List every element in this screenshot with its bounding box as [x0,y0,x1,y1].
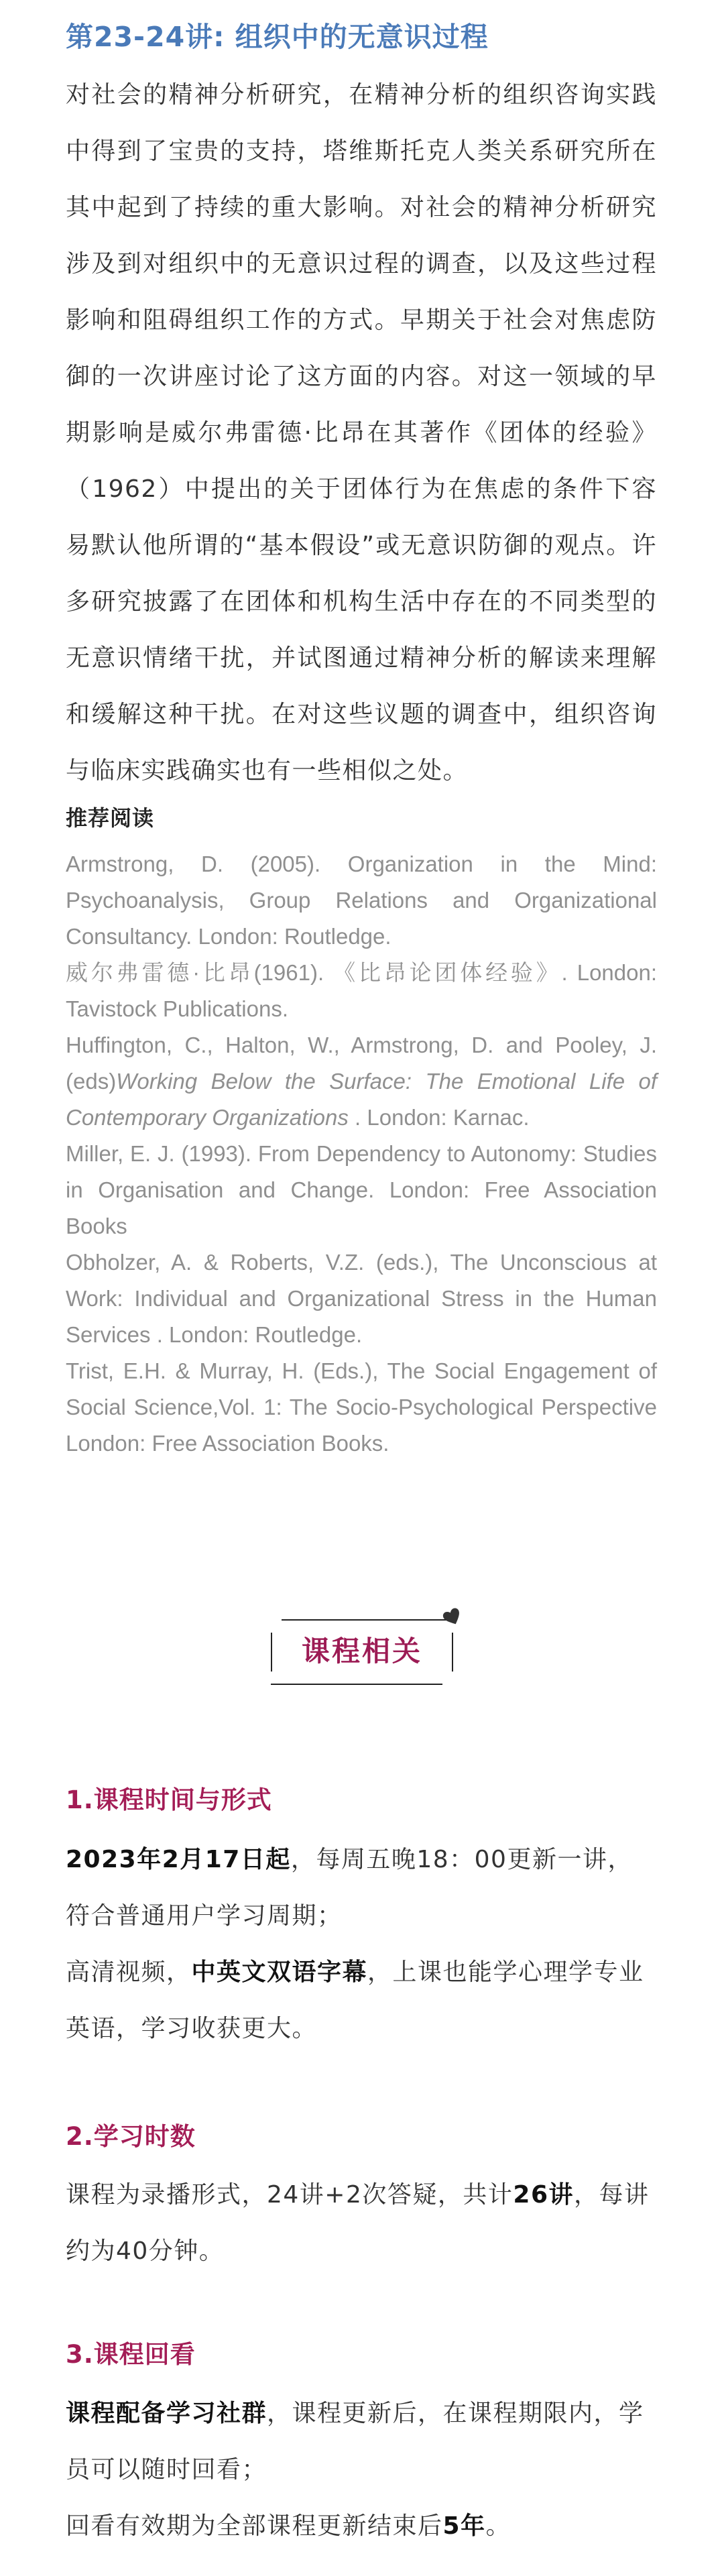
course-section-title: 课程相关 [301,1635,422,1667]
validity-text: 回看有效期为全部课程更新结束后 [66,2512,443,2540]
subtitle-feature: 中英文双语字幕 [191,1958,368,1986]
validity-years: 5年 [442,2512,486,2540]
lecture-description: 对社会的精神分析研究，在精神分析的组织咨询实践中得到了宝贵的支持，塔维斯托克人类关系研究所在其中起到了持续的重大影响。对社会的精神分析研究涉及到对组织中的无意识过程的调查，以及这些过程影响和阻碍组织工作的方式。早期关于社会对焦虑防御的一次讲座讨论了这方面的内容。对这一领域的早期影响是威尔弗雷德·比昂在其著作《团体的经验》（1962）中提出的关于团体行为在焦虑的条件下容易默认他所谓的“基本假设”或无意识防御的观点。许多研究披露了在团体和机构生活中存在的不同类型的无意识情绪干扰，并试图通过精神分析的解读来理解和缓解这种干扰。在对这些议题的调查中，组织咨询与临床实践确实也有一些相似之处。 [66,81,657,784]
start-date: 2023年2月17日起 [66,1846,291,1873]
section-title-hours: 2.学习时数 [66,2122,196,2151]
reference-list [66,846,657,1462]
section-body-replay [66,2386,657,2555]
reference-item: Trist, E.H. & Murray, H. (Eds.), The Social Engagement of Social Science,Vol. 1: The Socio-Psychological Perspective London: Free Association Books. [66,1358,657,1456]
section-title-schedule: 1.课程时间与形式 [66,1785,272,1814]
reference-publisher: . London: Karnac. [348,1105,530,1130]
lecture-count: 26讲 [513,2181,574,2209]
badge-top-line [282,1619,453,1621]
section-body-schedule [66,1832,657,2057]
community-feature: 课程配备学习社群 [66,2400,267,2427]
replay-text: ，课程更新后，在课程期限内，学员可以随时回看； [66,2400,644,2483]
section-body-hours [66,2167,657,2280]
course-section-badge [271,1619,453,1685]
validity-text: 。 [485,2512,511,2540]
replay-line [66,2386,657,2498]
hours-line [66,2167,657,2280]
heart-icon [442,1607,463,1627]
section-title-replay: 3.课程回看 [66,2340,196,2369]
reference-book-title: Working Below the Surface: The Emotional Life of Contemporary Organizations [66,1069,657,1130]
reference-item: Obholzer, A. & Roberts, V.Z. (eds.), The Unconscious at Work: Individual and Organizational Stress in the Human Services . London: Routledge. [66,1250,657,1347]
reference-authors: Huffington, C., Halton, W., Armstrong, D. and Pooley, J. (eds) [66,1033,657,1094]
schedule-text: ，每周五晚18：00更新一讲，符合普通用户学习周期； [66,1846,633,1930]
format-text: 高清视频， [66,1958,192,1986]
reference-item: 威尔弗雷德·比昂(1961). 《比昂论团体经验》. London: Tavistock Publications. [66,960,657,1021]
format-line [66,1944,657,2057]
hours-text: 课程为录播形式，24讲+2次答疑，共计 [66,2181,514,2209]
format-text: ，上课也能学心理学专业英语，学习收获更大。 [66,1958,644,2042]
hours-text: ，每讲约为40分钟。 [66,2181,650,2265]
reference-item [66,1027,657,1136]
reference-item: Armstrong, D. (2005). Organization in the Mind: Psychoanalysis, Group Relations and Organizational Consultancy. London: Routledge. [66,852,657,949]
recommended-reading-heading: 推荐阅读 [66,805,155,831]
reference-item: Miller, E. J. (1993). From Dependency to Autonomy: Studies in Organisation and Change. London: Free Association Books [66,1141,657,1238]
badge-bottom-line [271,1684,442,1685]
validity-line [66,2498,657,2555]
lecture-title: 第23-24讲: 组织中的无意识过程 [66,21,489,53]
schedule-line [66,1832,657,1944]
